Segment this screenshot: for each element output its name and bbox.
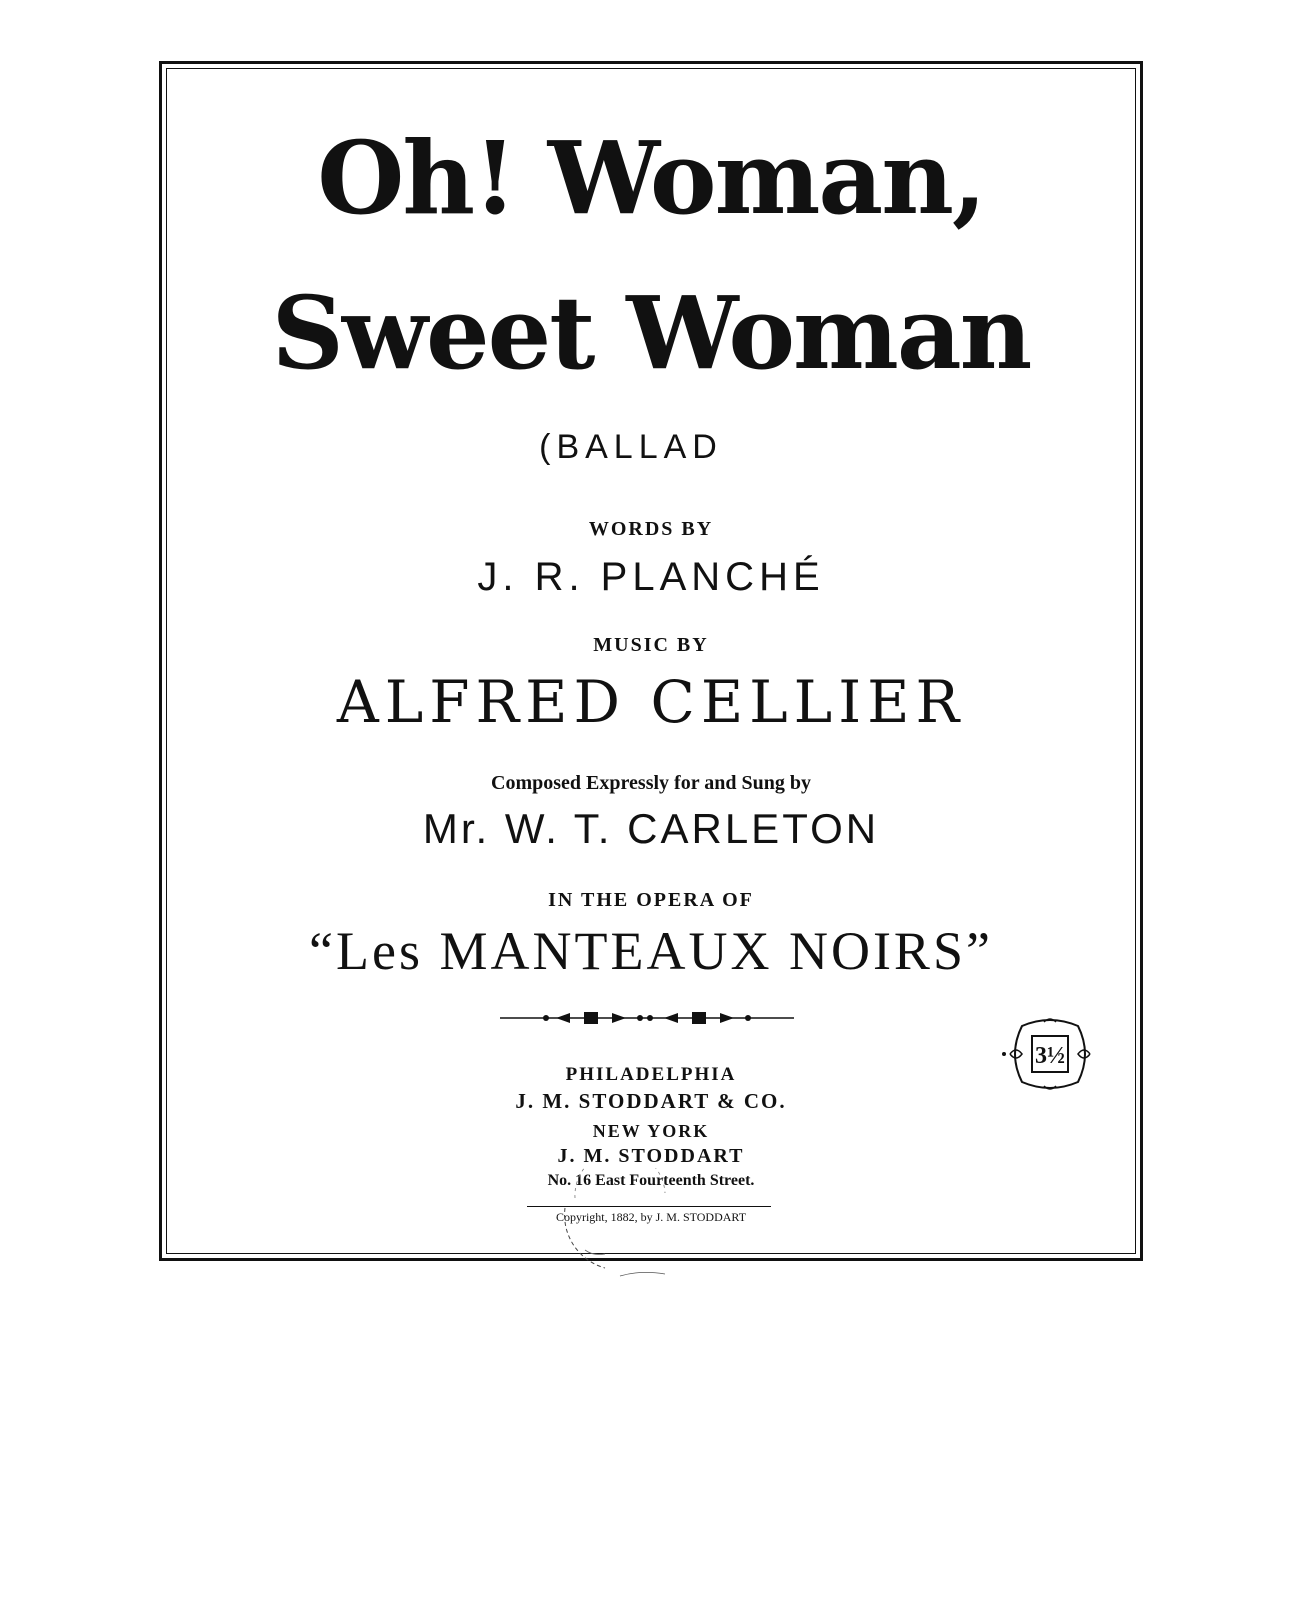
opera-title: “Les MANTEAUX NOIRS”	[309, 921, 993, 981]
copyright-notice: Copyright, 1882, by J. M. STODDART	[555, 1210, 747, 1224]
publisher-new-york: J. M. STODDART	[557, 1145, 745, 1167]
singer-name: Mr. W. T. CARLETON	[422, 805, 880, 852]
city-new-york: NEW YORK	[592, 1121, 710, 1141]
opera-label: IN THE OPERA OF	[548, 889, 754, 911]
publisher-address: No. 16 East Fourteenth Street.	[547, 1172, 755, 1189]
library-stamp	[545, 1168, 685, 1288]
music-by-label: MUSIC BY	[593, 634, 709, 656]
lyricist-name: J. R. PLANCHÉ	[477, 555, 825, 599]
words-by-label: WORDS BY	[588, 518, 714, 540]
genre-label: (BALLAD	[539, 428, 723, 466]
dedication-line: Composed Expressly for and Sung by	[491, 772, 811, 794]
composer-name: ALFRED CELLIER	[336, 668, 966, 736]
publisher-philadelphia: J. M. STODDART & CO.	[515, 1089, 787, 1113]
title-line-1: Oh! Woman,	[317, 119, 985, 237]
title-line-2: Sweet Woman	[271, 274, 1031, 392]
price-text: 3½	[1035, 1043, 1065, 1069]
ornament-divider	[500, 1007, 794, 1029]
city-philadelphia: PHILADELPHIA	[565, 1064, 737, 1085]
